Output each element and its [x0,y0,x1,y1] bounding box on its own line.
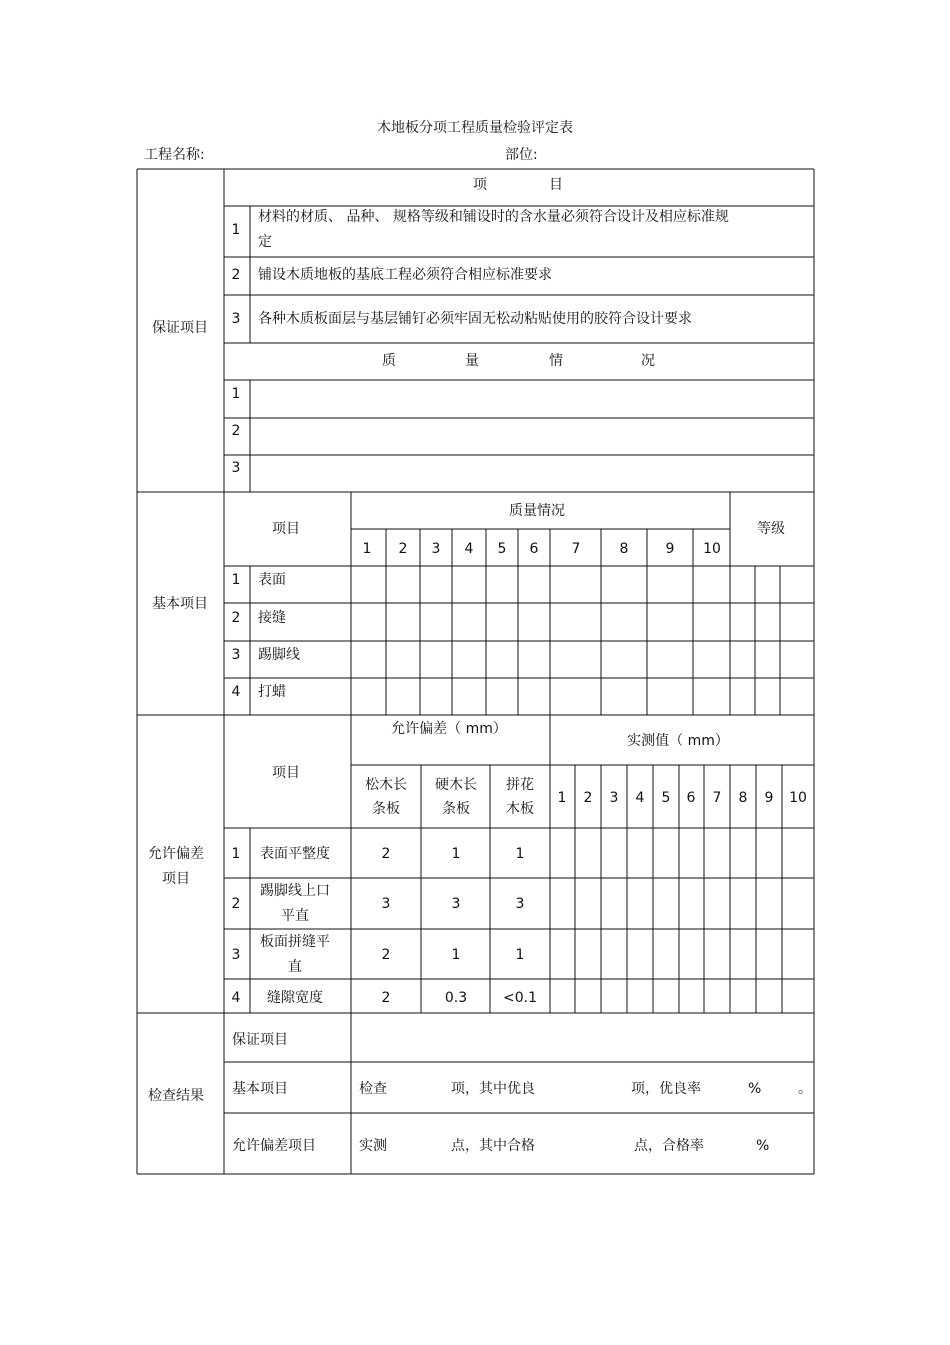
basic-section-label: 基本项目 [152,596,208,612]
tolerance-row-name: 表面平整度 [260,846,330,862]
tolerance-value-parquet: 1 [515,846,525,862]
tolerance-row-name-cont: 直 [288,959,302,975]
quality-row-no: 3 [231,460,241,476]
measured-col-number: 6 [686,790,696,806]
basic-col-number: 9 [665,541,675,557]
quality-header-char-3: 情 [549,353,563,369]
result-basic-rate: 项，优良率 [631,1081,701,1097]
basic-row-name: 踢脚线 [258,647,300,663]
tolerance-value-parquet: <0.1 [503,990,537,1006]
result-row-guarantee: 保证项目 [232,1032,288,1048]
tolerance-row-name: 板面拼缝平 [260,934,330,950]
basic-col-number: 1 [362,541,372,557]
result-row-basic: 基本项目 [232,1081,288,1097]
measured-col-number: 7 [712,790,722,806]
basic-row-name: 打蜡 [258,684,286,700]
type-hardwood-strip-cont: 条板 [442,801,470,817]
result-section-label: 检查结果 [148,1088,204,1104]
basic-col-number: 10 [703,541,721,557]
basic-row-no: 3 [231,647,241,663]
tolerance-row-no: 4 [231,990,241,1006]
guarantee-item-text: 材料的材质、 品种、 规格等级和铺设时的含水量必须符合设计及相应标准规 [258,209,729,225]
type-parquet: 拼花 [506,777,534,793]
tolerance-value-hardwood: 0.3 [444,990,468,1006]
basic-col-number: 2 [398,541,408,557]
basic-col-number: 8 [619,541,629,557]
guarantee-item-text-cont: 定 [258,234,272,250]
result-basic-excellent: 项，其中优良 [451,1081,535,1097]
result-basic-period: 。 [798,1081,812,1097]
tolerance-value-parquet: 3 [515,896,525,912]
guarantee-item-no: 3 [231,311,241,327]
tolerance-value-parquet: 1 [515,947,525,963]
measured-value-header: 实测值（ mm） [627,733,729,749]
basic-col-number: 5 [497,541,507,557]
measured-col-number: 4 [635,790,645,806]
guarantee-header-char-2: 目 [549,177,563,193]
measured-col-number: 8 [738,790,748,806]
tolerance-section-label: 允许偏差 [148,846,204,862]
type-pine-strip: 松木长 [365,777,407,793]
guarantee-section-label: 保证项目 [152,320,208,336]
tolerance-section-label-cont: 项目 [162,871,190,887]
tolerance-row-name-cont: 平直 [281,908,309,924]
guarantee-header-char-1: 项 [473,177,487,193]
basic-col-number: 3 [431,541,441,557]
basic-row-name: 表面 [258,572,286,588]
tolerance-row-name: 缝隙宽度 [267,990,323,1006]
basic-row-name: 接缝 [258,610,286,626]
tolerance-value-pine: 3 [381,896,391,912]
tolerance-value-pine: 2 [381,947,391,963]
tolerance-row-no: 3 [231,947,241,963]
quality-row-no: 2 [231,423,241,439]
tolerance-row-name: 踢脚线上口 [260,883,330,899]
type-pine-strip-cont: 条板 [372,801,400,817]
result-tolerance-percent: % [756,1138,770,1154]
tolerance-value-pine: 2 [381,846,391,862]
quality-header-char-4: 况 [641,353,655,369]
tolerance-value-pine: 2 [381,990,391,1006]
tolerance-row-no: 2 [231,896,241,912]
basic-row-no: 2 [231,610,241,626]
guarantee-item-no: 1 [231,222,241,238]
quality-header-char-1: 质 [382,353,396,369]
location-label: 部位: [505,147,538,163]
type-hardwood-strip: 硬木长 [435,777,477,793]
measured-col-number: 3 [609,790,619,806]
basic-col-number: 4 [464,541,474,557]
basic-row-no: 1 [231,572,241,588]
basic-item-header: 项目 [272,521,300,537]
tolerance-value-hardwood: 3 [451,896,461,912]
guarantee-item-no: 2 [231,267,241,283]
measured-col-number: 10 [789,790,807,806]
result-basic-check: 检查 [359,1081,387,1097]
quality-row-no: 1 [231,386,241,402]
guarantee-item-text: 各种木质板面层与基层铺钉必须牢固无松动粘贴使用的胶符合设计要求 [258,311,692,327]
tolerance-value-hardwood: 1 [451,846,461,862]
basic-col-number: 6 [529,541,539,557]
tolerance-item-header: 项目 [272,765,300,781]
result-tolerance-rate: 点，合格率 [634,1138,704,1154]
basic-row-no: 4 [231,684,241,700]
basic-col-number: 7 [571,541,581,557]
basic-grade-header: 等级 [757,521,785,537]
project-name-label: 工程名称: [144,147,205,163]
basic-quality-header: 质量情况 [509,503,565,519]
type-parquet-cont: 木板 [506,801,534,817]
measured-col-number: 2 [583,790,593,806]
result-row-tolerance: 允许偏差项目 [232,1138,316,1154]
tolerance-row-no: 1 [231,846,241,862]
result-tolerance-qualified: 点，其中合格 [451,1138,535,1154]
quality-header-char-2: 量 [465,353,479,369]
tolerance-value-hardwood: 1 [451,947,461,963]
result-tolerance-measured: 实测 [359,1138,387,1154]
allowed-deviation-header: 允许偏差（ mm） [391,721,507,737]
page-title: 木地板分项工程质量检验评定表 [377,120,573,136]
measured-col-number: 9 [764,790,774,806]
result-basic-percent: % [748,1081,762,1097]
measured-col-number: 1 [557,790,567,806]
guarantee-item-text: 铺设木质地板的基底工程必须符合相应标准要求 [258,267,552,283]
measured-col-number: 5 [661,790,671,806]
